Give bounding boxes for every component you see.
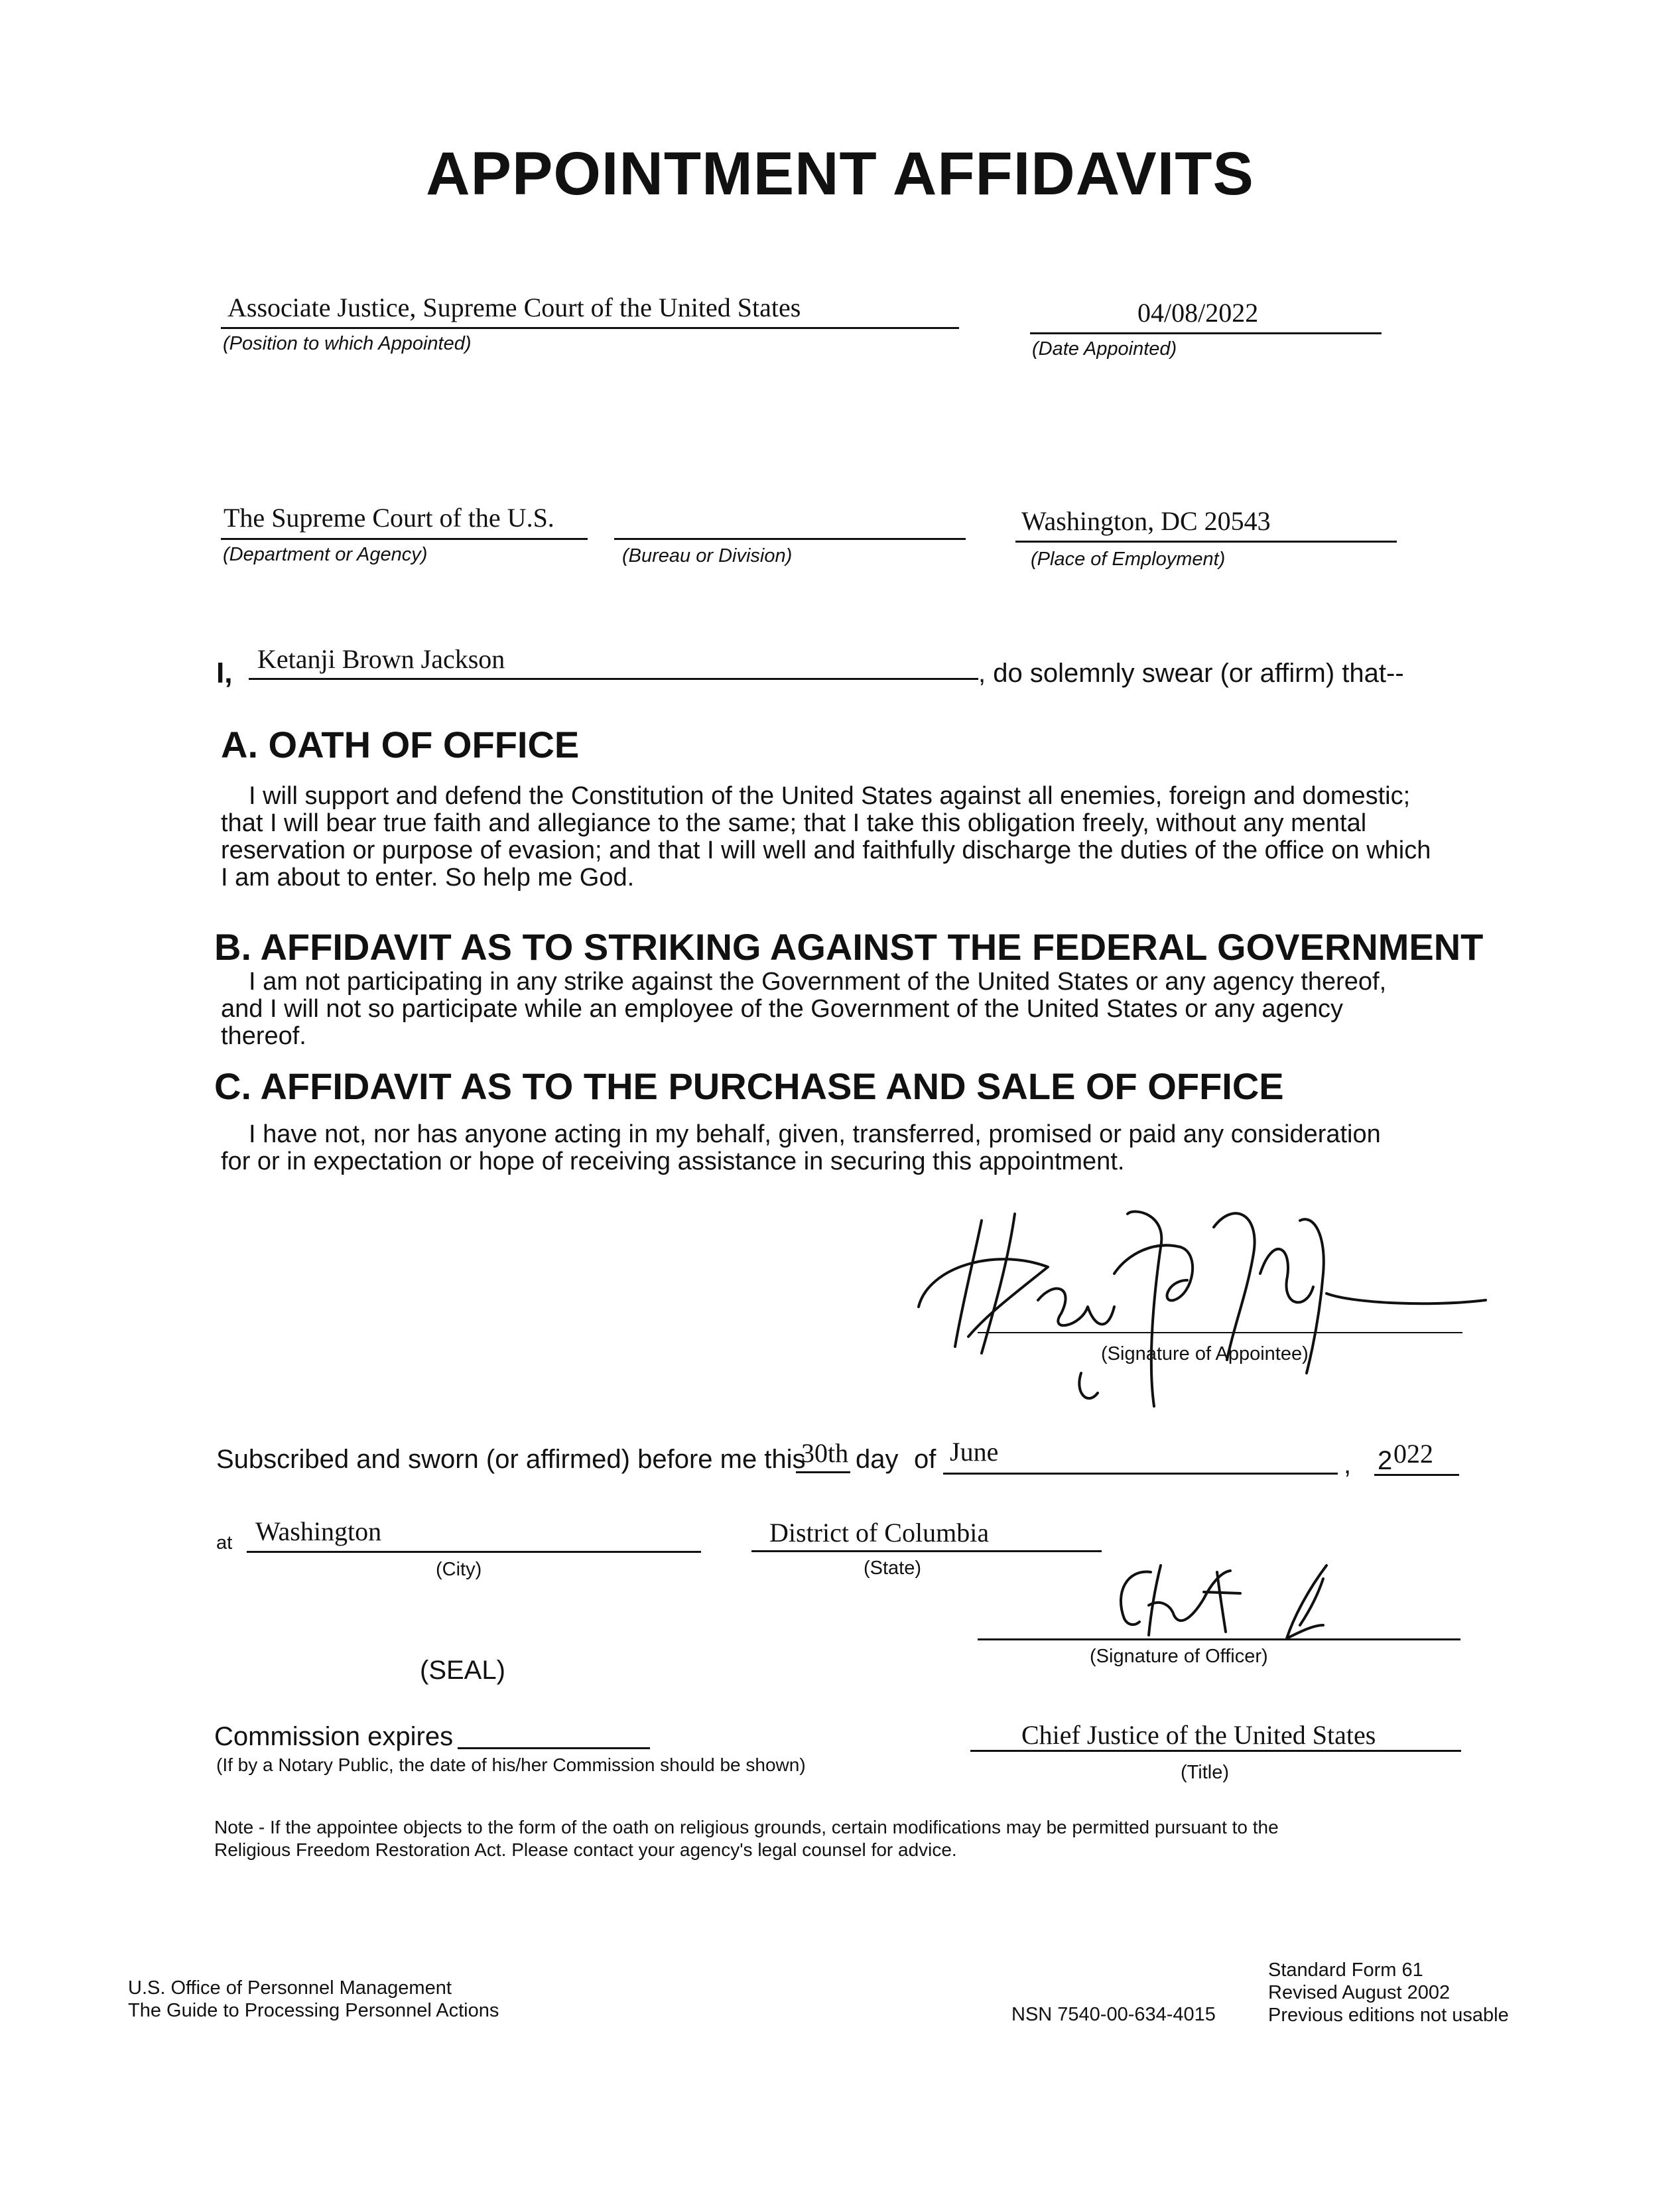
date-appointed-line <box>1030 332 1382 334</box>
section-c-heading: C. AFFIDAVIT AS TO THE PURCHASE AND SALE OF OFFICE <box>214 1065 1284 1107</box>
section-c-line: for or in expectation or hope of receiving assistance in securing this appointment. <box>221 1148 1125 1175</box>
officer-signature-caption: (Signature of Officer) <box>1090 1646 1268 1667</box>
state-value[interactable]: District of Columbia <box>769 1518 990 1548</box>
city-value[interactable]: Washington <box>255 1516 382 1546</box>
section-a-line: I will support and defend the Constitution of the United States against all enemies, foreign and domestic; <box>249 782 1411 810</box>
swear-prefix: I, <box>216 657 233 689</box>
department-value[interactable]: The Supreme Court of the U.S. <box>224 503 554 533</box>
section-c-line: I have not, nor has anyone acting in my behalf, given, transferred, promised or paid any consideration <box>249 1120 1381 1148</box>
officer-title-caption: (Title) <box>1181 1762 1230 1783</box>
footer-form-line: Previous editions not usable <box>1268 2005 1509 2026</box>
footer-form-line: Revised August 2002 <box>1268 1982 1451 2003</box>
note-line: Religious Freedom Restoration Act. Please contact your agency's legal counsel for advice. <box>214 1839 957 1860</box>
bureau-caption: (Bureau or Division) <box>622 545 793 566</box>
place-value[interactable]: Washington, DC 20543 <box>1021 506 1271 536</box>
subscribed-comma: , <box>1344 1450 1352 1479</box>
commission-note: (If by a Notary Public, the date of his/her Commission should be shown) <box>216 1755 806 1775</box>
section-a-line: reservation or purpose of evasion; and that I will well and faithfully discharge the duties of the office on which <box>221 836 1431 864</box>
section-b-line: thereof. <box>221 1022 306 1050</box>
place-caption: (Place of Employment) <box>1031 549 1226 570</box>
date-appointed-value[interactable]: 04/08/2022 <box>1137 298 1259 328</box>
position-value[interactable]: Associate Justice, Supreme Court of the United States <box>227 293 801 322</box>
subscribed-day[interactable]: 30th <box>801 1438 849 1468</box>
section-b-text <box>221 968 1547 1050</box>
department-line <box>221 538 588 540</box>
section-a-line: that I will bear true faith and allegiance to the same; that I take this obligation freely, without any mental <box>221 809 1367 837</box>
officer-signature-line <box>978 1638 1460 1640</box>
footer-form-info <box>1268 1959 1509 2026</box>
officer-title-line <box>970 1750 1461 1752</box>
subscribed-year-prefix: 2 <box>1378 1446 1393 1475</box>
date-appointed-caption: (Date Appointed) <box>1032 338 1177 360</box>
bureau-line <box>614 538 966 540</box>
section-a-line: I am about to enter. So help me God. <box>221 864 635 892</box>
appointee-signature-caption: (Signature of Appointee) <box>1101 1343 1309 1364</box>
position-line <box>221 327 959 329</box>
place-line <box>1015 541 1397 543</box>
section-a-text <box>221 783 1547 892</box>
commission-label: Commission expires <box>214 1722 454 1751</box>
section-c-text <box>221 1121 1547 1175</box>
swear-suffix: , do solemnly swear (or affirm) that-- <box>978 659 1404 688</box>
officer-title-value[interactable]: Chief Justice of the United States <box>1021 1720 1376 1750</box>
position-caption: (Position to which Appointed) <box>223 333 472 354</box>
section-b-line: and I will not so participate while an employee of the Government of the United States or any agency <box>221 995 1343 1023</box>
subscribed-of-label: of <box>914 1445 937 1474</box>
subscribed-day-label: day <box>856 1445 899 1474</box>
city-line <box>247 1551 701 1553</box>
section-a-heading: A. OATH OF OFFICE <box>221 724 580 765</box>
subscribed-month[interactable]: June <box>950 1437 999 1467</box>
note-line: Note - If the appointee objects to the form of the oath on religious grounds, certain modifications may be permitted pursuant to the <box>214 1817 1279 1837</box>
state-line <box>751 1550 1102 1552</box>
commission-line <box>458 1747 650 1749</box>
footer-nsn: NSN 7540-00-634-4015 <box>1011 2004 1216 2025</box>
officer-signature <box>1088 1552 1366 1652</box>
footer-agency <box>128 1977 499 2022</box>
religious-note <box>214 1816 1607 1861</box>
at-label: at <box>216 1532 233 1554</box>
subscribed-year-line <box>1374 1474 1459 1476</box>
footer-agency-line: U.S. Office of Personnel Management <box>128 1977 452 1999</box>
section-b-heading: B. AFFIDAVIT AS TO STRIKING AGAINST THE FEDERAL GOVERNMENT <box>214 926 1484 968</box>
subscribed-month-line <box>943 1473 1338 1475</box>
appointee-signature-line <box>978 1332 1462 1333</box>
seal-label: (SEAL) <box>420 1656 505 1685</box>
footer-form-line: Standard Form 61 <box>1268 1959 1423 1981</box>
department-caption: (Department or Agency) <box>223 544 428 565</box>
appointee-name[interactable]: Ketanji Brown Jackson <box>257 644 505 674</box>
subscribed-text: Subscribed and sworn (or affirmed) before me this <box>216 1445 806 1474</box>
state-caption: (State) <box>864 1557 922 1579</box>
appointee-signature <box>915 1194 1512 1420</box>
page-title: APPOINTMENT AFFIDAVITS <box>426 140 1254 208</box>
city-caption: (City) <box>436 1559 482 1580</box>
footer-agency-line: The Guide to Processing Personnel Actions <box>128 2000 499 2021</box>
appointee-name-line <box>249 678 978 680</box>
subscribed-day-line <box>796 1471 850 1473</box>
section-b-line: I am not participating in any strike against the Government of the United States or any agency thereof, <box>249 968 1387 996</box>
subscribed-year[interactable]: 022 <box>1393 1439 1433 1469</box>
